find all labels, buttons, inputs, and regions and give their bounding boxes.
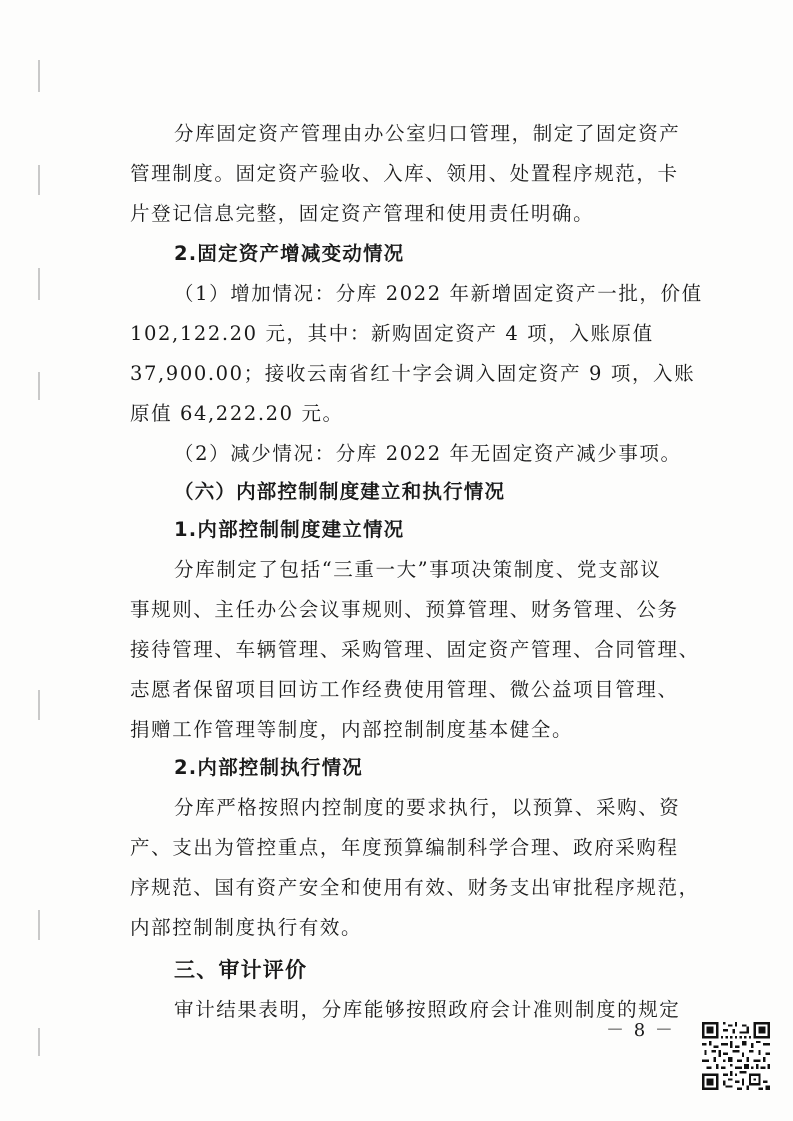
binding-mark (38, 165, 40, 195)
binding-mark (38, 372, 40, 400)
heading-internal-control: （六）内部控制制度建立和执行情况 (174, 480, 506, 503)
paragraph-line: 审计结果表明，分库能够按照政府会计准则制度的规定 (174, 998, 681, 1021)
paragraph-line: 原值 64,222.20 元。 (130, 402, 344, 425)
paragraph-line: 分库严格按照内控制度的要求执行，以预算、采购、资 (174, 796, 681, 819)
paragraph-line: 片登记信息完整，固定资产管理和使用责任明确。 (130, 202, 595, 225)
subheading-internal-control-establishment: 1.内部控制制度建立情况 (174, 518, 405, 541)
heading-audit-evaluation: 三、审计评价 (174, 958, 308, 982)
paragraph-line: 序规范、国有资产安全和使用有效、财务支出审批程序规范， (130, 876, 700, 899)
paragraph-line: 102,122.20 元，其中：新购固定资产 4 项，入账原值 (130, 322, 654, 345)
binding-mark (38, 268, 40, 300)
paragraph-line: 内部控制制度执行有效。 (130, 916, 363, 939)
subheading-fixed-asset-changes: 2.固定资产增减变动情况 (174, 242, 405, 265)
binding-mark (38, 60, 40, 92)
paragraph-line: 37,900.00；接收云南省红十字会调入固定资产 9 项，入账 (130, 362, 696, 385)
binding-mark (38, 690, 40, 720)
paragraph-line: 分库制定了包括“三重一大”事项决策制度、党支部议 (174, 558, 662, 581)
paragraph-line: （2）减少情况：分库 2022 年无固定资产减少事项。 (174, 442, 682, 465)
paragraph-line: 分库固定资产管理由办公室归口管理，制定了固定资产 (174, 122, 681, 145)
paragraph-line: 管理制度。固定资产验收、入库、领用、处置程序规范，卡 (130, 162, 679, 185)
paragraph-line: 产、支出为管控重点，年度预算编制科学合理、政府采购程 (130, 836, 679, 859)
qr-code-icon (702, 1022, 770, 1090)
paragraph-line: 志愿者保留项目回访工作经费使用管理、微公益项目管理、 (130, 678, 679, 701)
page-number: － 8 － (606, 1020, 675, 1041)
paragraph-line: 捐赠工作管理等制度，内部控制制度基本健全。 (130, 718, 574, 741)
paragraph-line: 事规则、主任办公会议事规则、预算管理、财务管理、公务 (130, 598, 679, 621)
binding-mark (38, 1028, 40, 1056)
paragraph-line: 接待管理、车辆管理、采购管理、固定资产管理、合同管理、 (130, 638, 700, 661)
subheading-internal-control-execution: 2.内部控制执行情况 (174, 756, 363, 779)
paragraph-line: （1）增加情况：分库 2022 年新增固定资产一批，价值 (174, 282, 703, 305)
binding-mark (38, 910, 40, 940)
